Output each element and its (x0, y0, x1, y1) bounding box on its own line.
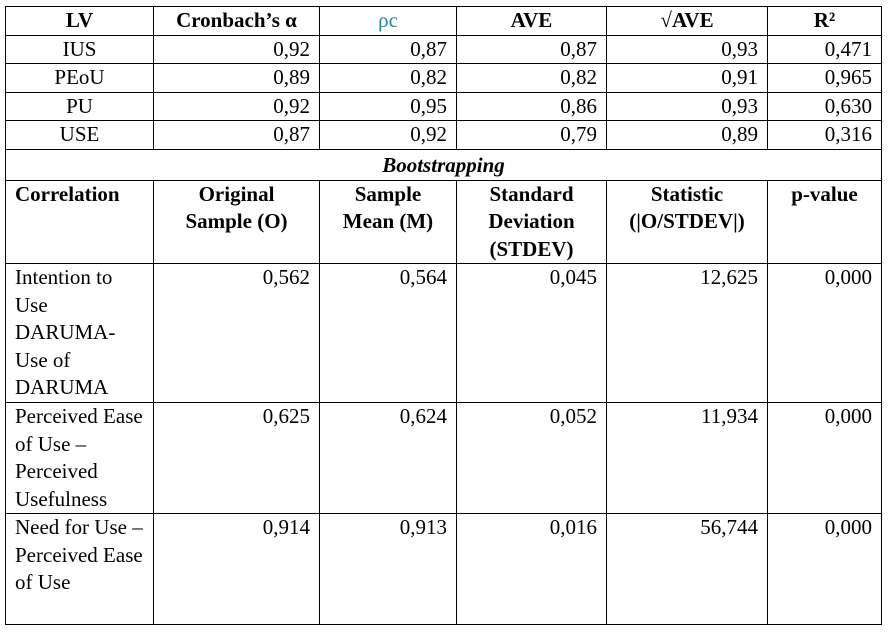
lv-cell: IUS (6, 35, 154, 64)
alpha-cell: 0,87 (154, 121, 320, 150)
header-cronbach-alpha: Cronbach’s α (154, 7, 320, 36)
header-r-squared: R² (768, 7, 882, 36)
lv-cell: USE (6, 121, 154, 150)
bootstrapping-row (6, 403, 882, 514)
header-standard-deviation: Standard Deviation (STDEV) (457, 180, 607, 264)
stdev-cell: 0,052 (457, 403, 607, 514)
mean-cell: 0,564 (320, 264, 457, 403)
original-cell: 0,625 (154, 403, 320, 514)
header-ave: AVE (457, 7, 607, 36)
r2-cell: 0,630 (768, 92, 882, 121)
header-sample-mean: Sample Mean (M) (320, 180, 457, 264)
sqrt-ave-cell: 0,91 (607, 64, 768, 93)
r2-cell: 0,471 (768, 35, 882, 64)
r2-cell: 0,316 (768, 121, 882, 150)
bootstrapping-row (6, 264, 882, 403)
alpha-cell: 0,92 (154, 35, 320, 64)
sqrt-ave-cell: 0,89 (607, 121, 768, 150)
header-lv: LV (6, 7, 154, 36)
ave-cell: 0,82 (457, 64, 607, 93)
summary-row-peou (6, 64, 882, 93)
rho-cell: 0,87 (320, 35, 457, 64)
header-sqrt-ave: √AVE (607, 7, 768, 36)
r2-cell: 0,965 (768, 64, 882, 93)
correlation-cell: Intention to Use DARUMA- Use of DARUMA (6, 264, 154, 403)
statistic-cell: 11,934 (607, 403, 768, 514)
original-cell: 0,914 (154, 514, 320, 625)
header-statistic: Statistic (|O/STDEV|) (607, 180, 768, 264)
original-cell: 0,562 (154, 264, 320, 403)
p-value-cell: 0,000 (768, 264, 882, 403)
statistic-cell: 56,744 (607, 514, 768, 625)
summary-header-row (6, 7, 882, 36)
results-table (5, 6, 882, 625)
bootstrapping-title-row (6, 149, 882, 180)
ave-cell: 0,87 (457, 35, 607, 64)
header-rho-c: ρc (320, 7, 457, 36)
header-p-value: p-value (768, 180, 882, 264)
correlation-cell: Need for Use – Perceived Ease of Use (6, 514, 154, 625)
rho-cell: 0,92 (320, 121, 457, 150)
rho-cell: 0,82 (320, 64, 457, 93)
statistic-cell: 12,625 (607, 264, 768, 403)
sqrt-ave-cell: 0,93 (607, 92, 768, 121)
bootstrapping-row (6, 514, 882, 625)
lv-cell: PEoU (6, 64, 154, 93)
summary-row-ius (6, 35, 882, 64)
lv-cell: PU (6, 92, 154, 121)
summary-row-use (6, 121, 882, 150)
ave-cell: 0,86 (457, 92, 607, 121)
mean-cell: 0,624 (320, 403, 457, 514)
p-value-cell: 0,000 (768, 403, 882, 514)
header-original-sample: Original Sample (O) (154, 180, 320, 264)
stdev-cell: 0,045 (457, 264, 607, 403)
alpha-cell: 0,92 (154, 92, 320, 121)
stdev-cell: 0,016 (457, 514, 607, 625)
mean-cell: 0,913 (320, 514, 457, 625)
alpha-cell: 0,89 (154, 64, 320, 93)
rho-cell: 0,95 (320, 92, 457, 121)
bootstrapping-header-row (6, 180, 882, 264)
sqrt-ave-cell: 0,93 (607, 35, 768, 64)
bootstrapping-title: Bootstrapping (6, 149, 882, 180)
ave-cell: 0,79 (457, 121, 607, 150)
correlation-cell: Perceived Ease of Use – Perceived Usefulness (6, 403, 154, 514)
p-value-cell: 0,000 (768, 514, 882, 625)
summary-row-pu (6, 92, 882, 121)
header-correlation: Correlation (6, 180, 154, 264)
